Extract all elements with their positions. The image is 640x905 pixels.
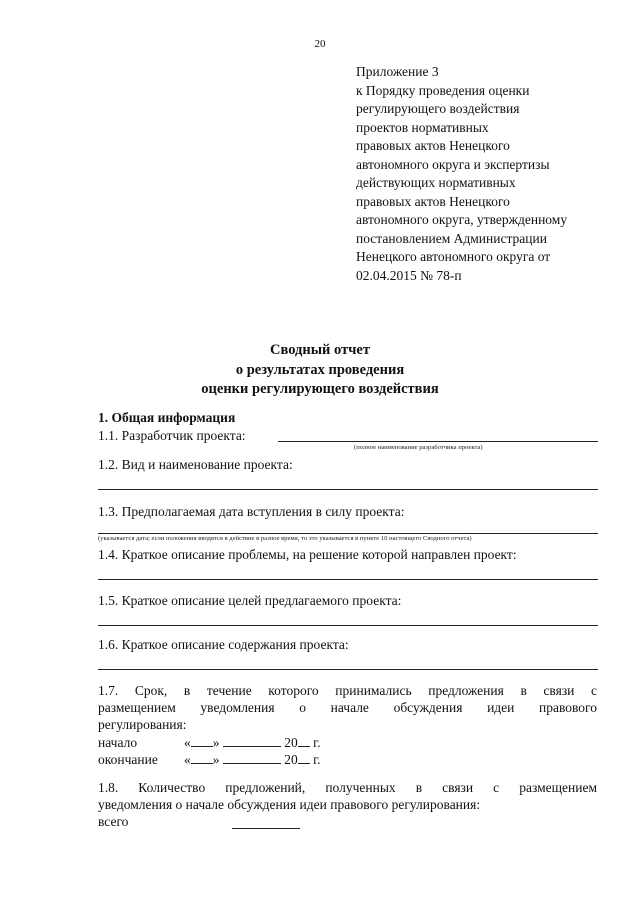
developer-caption: (полное наименование разработчика проекта): [354, 444, 483, 451]
appendix-line: автономного округа, утвержденному: [356, 212, 568, 227]
project-type-field[interactable]: [98, 489, 598, 490]
start-date-row: [98, 734, 321, 751]
appendix-line: Ненецкого автономного округа от: [356, 249, 551, 264]
appendix-line: к Порядку проведения оценки: [356, 82, 530, 98]
title-line-3: оценки регулирующего воздействия: [201, 381, 439, 397]
item-1-7-line-2: размещением уведомления о начале обсуждения идеи правового: [98, 700, 597, 715]
start-year-field[interactable]: [298, 734, 310, 747]
item-1-8-line-1: 1.8. Количество предложений, полученных в связи с размещением: [98, 780, 597, 795]
end-day-field[interactable]: [191, 751, 213, 764]
quote-close: »: [212, 752, 220, 767]
year-prefix: 20: [284, 735, 298, 750]
total-count-field[interactable]: [232, 828, 300, 829]
end-label: окончание: [98, 752, 158, 767]
item-1-2-label: 1.2. Вид и наименование проекта:: [98, 457, 293, 472]
end-year-field[interactable]: [298, 751, 310, 764]
appendix-line: регулирующего воздействия: [356, 101, 520, 116]
item-1-1-label: 1.1. Разработчик проекта:: [98, 428, 246, 443]
end-date-row: [98, 751, 321, 768]
appendix-line: действующих нормативных: [356, 175, 516, 190]
content-description-field[interactable]: [98, 669, 598, 670]
title-line-2: о результатах проведения: [235, 361, 405, 378]
item-1-4-label: 1.4. Краткое описание проблемы, на решение которой направлен проект:: [98, 547, 517, 562]
problem-description-field[interactable]: [98, 579, 598, 580]
item-1-3-label: 1.3. Предполагаемая дата вступления в силу проекта:: [98, 504, 405, 519]
item-1-7-line-3: регулирования:: [98, 717, 187, 732]
year-prefix: 20: [284, 752, 298, 767]
appendix-line: правовых актов Ненецкого: [356, 193, 510, 209]
year-suffix: г.: [313, 752, 321, 767]
appendix-line: проектов нормативных: [356, 119, 489, 135]
appendix-line: правовых актов Ненецкого: [356, 138, 510, 153]
start-label: начало: [98, 735, 138, 750]
appendix-line: автономного округа и экспертизы: [356, 156, 550, 172]
effective-date-caption: (указывается дата; если положения вводятся в действие в разное время, то это указывается в пункте 10 настоящего Сводного отчета): [98, 535, 472, 542]
quote-open: «: [184, 752, 191, 767]
start-day-field[interactable]: [191, 734, 213, 747]
item-1-7-line-1: 1.7. Срок, в течение которого принимались предложения в связи с: [98, 683, 597, 698]
section-heading: 1. Общая информация: [98, 410, 236, 425]
quote-close: »: [212, 735, 220, 750]
quote-open: «: [184, 735, 191, 750]
appendix-line: 02.04.2015 № 78-п: [356, 267, 462, 283]
developer-field[interactable]: [278, 441, 598, 442]
goals-description-field[interactable]: [98, 625, 598, 626]
end-month-field[interactable]: [223, 751, 281, 764]
effective-date-field[interactable]: [98, 533, 598, 534]
start-month-field[interactable]: [223, 734, 281, 747]
item-1-6-label: 1.6. Краткое описание содержания проекта:: [98, 637, 349, 652]
report-title: [0, 341, 640, 400]
item-1-8-line-2: уведомления о начале обсуждения идеи правового регулирования:: [98, 797, 481, 812]
title-line-1: Сводный отчет: [270, 342, 370, 358]
appendix-block: [356, 63, 626, 285]
appendix-line: постановлением Администрации: [356, 230, 547, 246]
appendix-line: Приложение 3: [356, 64, 439, 79]
page-number: 20: [314, 38, 326, 50]
item-1-5-label: 1.5. Краткое описание целей предлагаемого проекта:: [98, 593, 402, 608]
year-suffix: г.: [313, 735, 321, 750]
total-label: всего: [98, 814, 129, 829]
